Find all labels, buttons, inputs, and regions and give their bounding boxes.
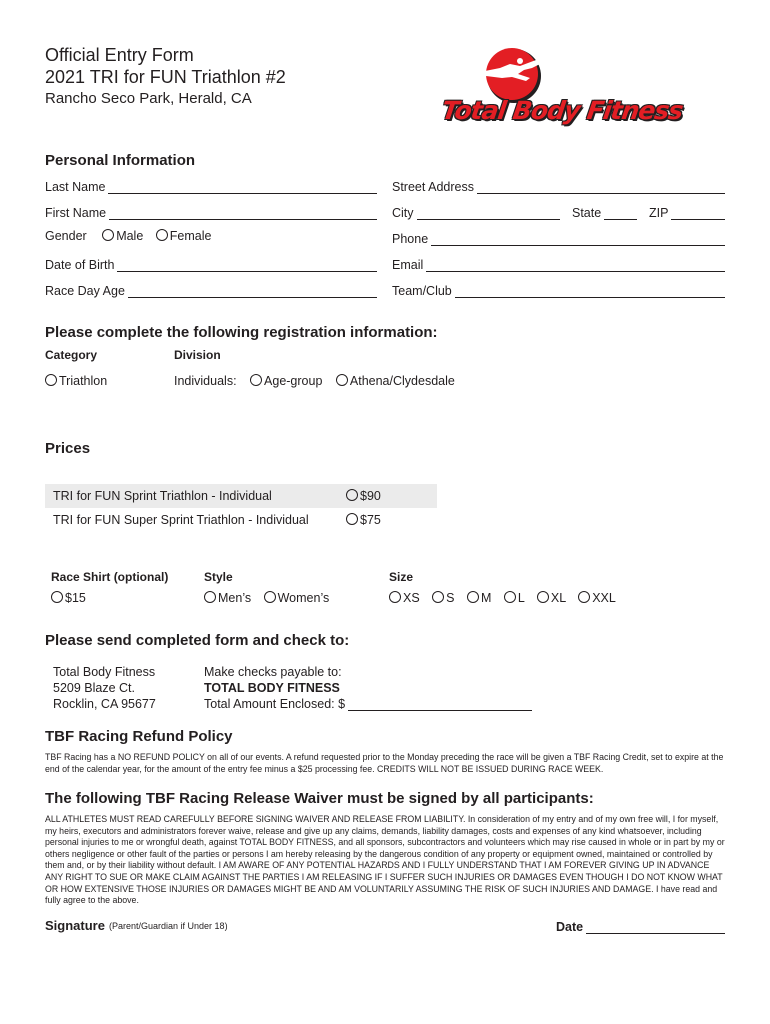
form-title: Official Entry Form bbox=[45, 45, 194, 65]
gender-female-option[interactable]: Female bbox=[156, 229, 212, 243]
gender-group: Gender Male Female bbox=[45, 229, 212, 243]
radio-icon[interactable] bbox=[102, 229, 114, 241]
gender-male-option[interactable]: Male bbox=[102, 229, 143, 243]
mail-address-line2: 5209 Blaze Ct. bbox=[53, 681, 135, 695]
signature-note: (Parent/Guardian if Under 18) bbox=[109, 921, 228, 931]
team-club-field[interactable]: Team/Club bbox=[392, 282, 725, 298]
size-options bbox=[389, 591, 616, 605]
style-womens-option[interactable]: Women’s bbox=[264, 591, 330, 605]
radio-icon[interactable] bbox=[204, 591, 216, 603]
phone-field[interactable]: Phone bbox=[392, 230, 725, 246]
price-row-sprint-option[interactable]: $90 bbox=[346, 489, 381, 503]
radio-icon[interactable] bbox=[346, 489, 358, 501]
race-day-age-field[interactable]: Race Day Age bbox=[45, 282, 377, 298]
zip-field[interactable]: ZIP bbox=[649, 204, 725, 220]
style-options bbox=[204, 591, 329, 605]
radio-icon[interactable] bbox=[432, 591, 444, 603]
division-label: Division bbox=[174, 348, 221, 362]
radio-icon[interactable] bbox=[537, 591, 549, 603]
category-triathlon-option[interactable]: Triathlon bbox=[45, 374, 107, 388]
race-shirt-option[interactable]: $15 bbox=[51, 591, 86, 605]
size-option[interactable]: L bbox=[504, 591, 525, 605]
refund-policy-text: TBF Racing has a NO REFUND POLICY on all of our events. A refund requested prior to the Monday preceding the race will be given a TBF Racing Credit, set to expire at the end of the calendar year, for the amount of the entry fee minus a $25 processing fee. CREDITS WILL NOT BE ISSUED DURING RACE WEEK. bbox=[45, 752, 724, 774]
state-field[interactable]: State bbox=[572, 204, 637, 220]
radio-icon[interactable] bbox=[336, 374, 348, 386]
radio-icon[interactable] bbox=[389, 591, 401, 603]
size-option[interactable]: M bbox=[467, 591, 491, 605]
price-row-sprint-label: TRI for FUN Sprint Triathlon - Individual bbox=[53, 489, 272, 503]
radio-icon[interactable] bbox=[51, 591, 63, 603]
city-field[interactable]: City bbox=[392, 204, 560, 220]
size-option[interactable]: XS bbox=[389, 591, 420, 605]
signature-label: Signature bbox=[45, 918, 105, 933]
division-age-group-option[interactable]: Age-group bbox=[250, 374, 322, 388]
total-amount-field[interactable]: Total Amount Enclosed: $ bbox=[204, 695, 532, 711]
style-label: Style bbox=[204, 570, 233, 584]
prices-heading: Prices bbox=[45, 440, 91, 457]
payable-label: Make checks payable to: bbox=[204, 665, 342, 679]
radio-icon[interactable] bbox=[45, 374, 57, 386]
waiver-text: ALL ATHLETES MUST READ CAREFULLY BEFORE SIGNING WAIVER AND RELEASE FROM LIABILITY. In consideration of my entry and of my own free will, I for myself, my heirs, executors and administrators forever waive, release and give up any claims, demands, liability damages, costs and expenses of any kind whatsoever, including personal injuries to me or wrongful death, against TOTAL BODY FITNESS, and all sponsors, subcontractors and volunteers which may rise caused in whole or in part by my or others negligence or other fault of the parties or persons I am hereby releasing by the dangerous condition of any property or equipment owned, maintained or controlled by them and, or by their liability without default. I AM AWARE OF ANY POTENTIAL HAZARDS AND I FULLY UNDERSTAND THAT I AM FOREVER GIVING UP IN ADVANCE ANY RIGHT TO SUE OR MAKE CLAIM AGAINST THE PARTIES I AM RELEASING IF I SUFFER SUCH INJURIES OR DAMAGES EVEN THOUGH I DO NOT KNOW WHAT OR HOW EXTENSIVE THOSE INJURIES OR DAMAGES MIGHT BE AND AM VOLUNTARILY ASSUMING THE RISK OF SUCH INJURIES AND DAMAGE. I have read and fully agree to the above. bbox=[45, 814, 725, 906]
radio-icon[interactable] bbox=[504, 591, 516, 603]
style-mens-option[interactable]: Men’s bbox=[204, 591, 251, 605]
size-label: Size bbox=[389, 570, 414, 584]
dob-field[interactable]: Date of Birth bbox=[45, 256, 377, 272]
payee-name: TOTAL BODY FITNESS bbox=[204, 681, 340, 695]
division-options: Individuals: Age-group Athena/Clydesdale bbox=[174, 374, 455, 388]
size-option[interactable]: XXL bbox=[578, 591, 616, 605]
registration-heading: Please complete the following registration information: bbox=[45, 324, 438, 341]
price-row-super-sprint-option[interactable]: $75 bbox=[346, 513, 381, 527]
radio-icon[interactable] bbox=[264, 591, 276, 603]
event-title: 2021 TRI for FUN Triathlon #2 bbox=[45, 67, 286, 87]
size-option[interactable]: S bbox=[432, 591, 454, 605]
logo-wordmark: Total Body Fitness bbox=[439, 96, 685, 125]
total-body-fitness-logo bbox=[440, 48, 702, 132]
race-shirt-label: Race Shirt (optional) bbox=[51, 570, 169, 584]
mail-address-line1: Total Body Fitness bbox=[53, 665, 156, 679]
radio-icon[interactable] bbox=[346, 513, 358, 525]
street-address-field[interactable]: Street Address bbox=[392, 178, 725, 194]
mail-address-line3: Rocklin, CA 95677 bbox=[53, 697, 156, 711]
date-field[interactable]: Date bbox=[556, 918, 725, 934]
radio-icon[interactable] bbox=[467, 591, 479, 603]
first-name-field[interactable]: First Name bbox=[45, 204, 377, 220]
personal-info-heading: Personal Information bbox=[45, 152, 196, 169]
price-row-super-sprint-label: TRI for FUN Super Sprint Triathlon - Individual bbox=[53, 513, 309, 527]
division-athena-option[interactable]: Athena/Clydesdale bbox=[336, 374, 455, 388]
event-location: Rancho Seco Park, Herald, CA bbox=[45, 90, 252, 107]
email-field[interactable]: Email bbox=[392, 256, 725, 272]
refund-heading: TBF Racing Refund Policy bbox=[45, 728, 233, 745]
waiver-heading: The following TBF Racing Release Waiver must be signed by all participants: bbox=[45, 790, 594, 807]
last-name-field[interactable]: Last Name bbox=[45, 178, 377, 194]
size-option[interactable]: XL bbox=[537, 591, 566, 605]
send-heading: Please send completed form and check to: bbox=[45, 632, 350, 649]
category-label: Category bbox=[45, 348, 98, 362]
radio-icon[interactable] bbox=[578, 591, 590, 603]
radio-icon[interactable] bbox=[156, 229, 168, 241]
radio-icon[interactable] bbox=[250, 374, 262, 386]
